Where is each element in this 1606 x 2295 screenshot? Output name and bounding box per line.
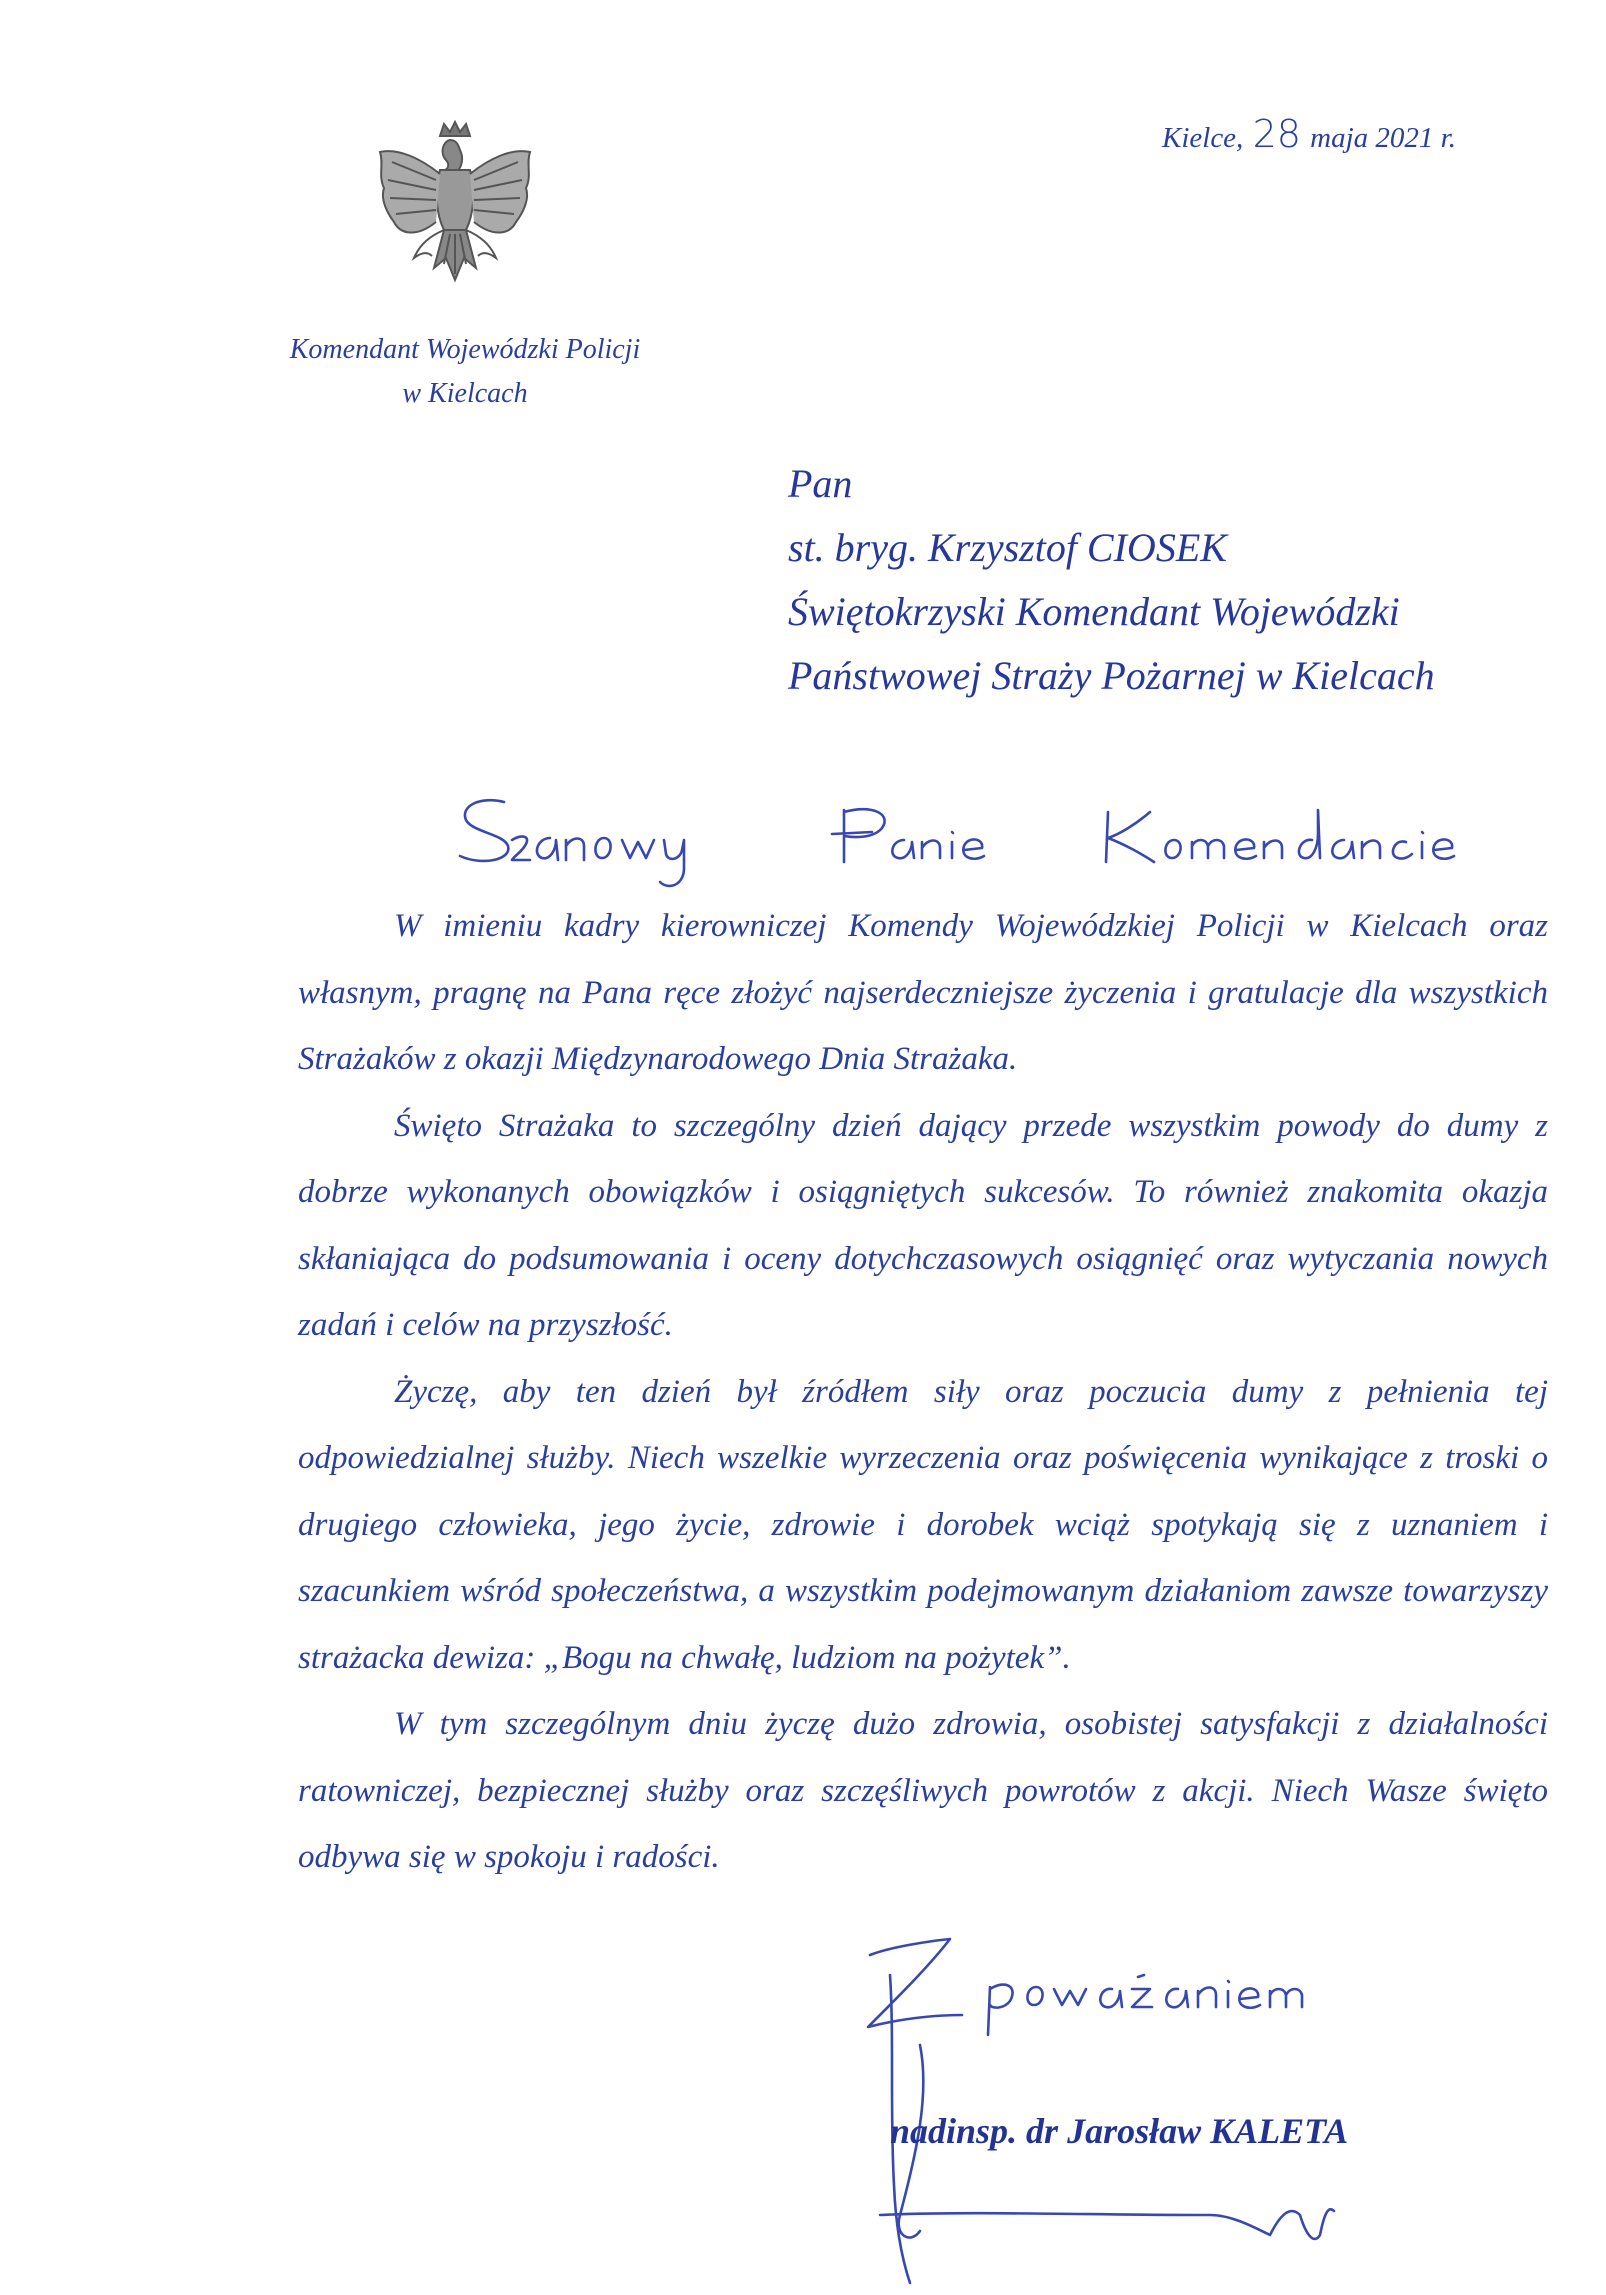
signer-name: nadinsp. dr Jarosław KALETA bbox=[890, 2111, 1349, 2151]
paragraph-2: Święto Strażaka to szczególny dzień dający przede wszystkim powody do dumy z dobrze wykonanych obowiązków i osiągniętych sukcesów. To również znakomita okazja skłaniająca do podsumowania i oceny dotychczasowych osiągnięć oraz wytyczania nowych zadań i celów na przyszłość. bbox=[298, 1107, 1548, 1343]
date-city: Kielce, bbox=[1161, 122, 1244, 154]
paragraph-4: W tym szczególnym dniu życzę dużo zdrowia, osobistej satysfakcji z działalności ratowniczej, bezpiecznej służby oraz szczęśliwych powrotów z akcji. Niech Wasze święto odbywa się w spokoju i radości. bbox=[298, 1706, 1548, 1875]
sender-line-2: w Kielcach bbox=[402, 378, 528, 409]
recipient-line-2: st. bryg. Krzysztof CIOSEK bbox=[788, 525, 1227, 570]
recipient-line-1: Pan bbox=[788, 461, 853, 506]
letter-body bbox=[298, 893, 1548, 1891]
paragraph-3: Życzę, aby ten dzień był źródłem siły oraz poczucia dumy z pełnienia tej odpowiedzialnej służby. Niech wszelkie wyrzeczenia oraz poświęcenia wynikające z troski o drugiego człowieka, jego życie, zdrowie i dorobek wciąż spotykają się z uznaniem i szacunkiem wśród społeczeństwa, a wszystkim podejmowanym działaniom zawsze towarzyszy strażacka dewiza: „Bogu na chwałę, ludziom na pożytek”. bbox=[298, 1373, 1548, 1676]
polish-eagle-emblem-icon bbox=[370, 118, 540, 298]
handwritten-salutation bbox=[452, 790, 1512, 895]
handwritten-closing-and-signature bbox=[850, 1915, 1410, 2295]
recipient-line-4: Państwowej Straży Pożarnej w Kielcach bbox=[788, 653, 1435, 698]
date-line bbox=[1162, 112, 1456, 156]
paragraph-1: W imieniu kadry kierowniczej Komendy Wojewódzkiej Policji w Kielcach oraz własnym, pragnę na Pana ręce złożyć najserdeczniejsze życzenia i gratulacje dla wszystkich Strażaków z okazji Międzynarodowego Dnia Strażaka. bbox=[298, 908, 1548, 1077]
date-day: 28 bbox=[1252, 112, 1301, 156]
sender-line-1: Komendant Wojewódzki Policji bbox=[289, 334, 641, 365]
recipient-block bbox=[788, 452, 1548, 708]
sender-block bbox=[220, 328, 710, 416]
recipient-line-3: Świętokrzyski Komendant Wojewódzki bbox=[788, 589, 1400, 634]
date-month-year: maja 2021 r. bbox=[1310, 122, 1456, 154]
